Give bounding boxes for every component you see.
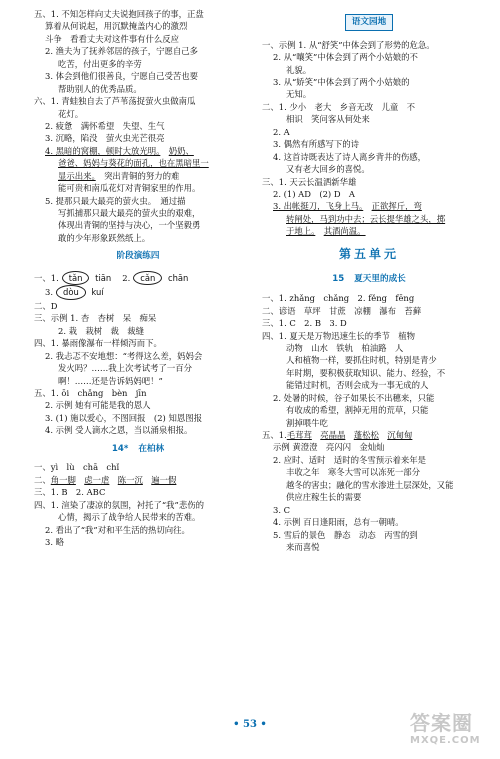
answer-line: 3. 体会到他们很善良，宁愿自己受苦也要 <box>45 71 199 82</box>
answer-line: 示例 黄澄澄 亮闪闪 金灿灿 <box>273 442 385 453</box>
answer-text: 五、1. <box>262 430 287 440</box>
answer-line: 年时期，要积极获取知识、能力、经验，不 <box>286 367 446 378</box>
answer-line: 五、1. 不知怎样向丈夫说抱回孩子的事，正盘 <box>34 9 204 19</box>
answer-line: 无知。 <box>286 89 312 100</box>
answer-line: 动物 山水 铁轨 柏油路 人 <box>286 342 404 353</box>
section-title <box>262 14 476 31</box>
answer-line: 一、示例 1. 从“舒笑”中体会到了形势的危急。 <box>262 39 435 50</box>
answer-line: 四、1. 暴雨像瀑布一样倾泻而下。 <box>34 338 162 349</box>
answer-line: 4. 这首诗既表达了诗人离乡背井的伤感， <box>273 151 427 162</box>
pinyin-circle: tǎn <box>62 271 90 285</box>
answer-line: 5. 雪后的景色 静态 动态 丙雪的到 <box>273 529 418 540</box>
answer-line: 3. C <box>273 504 291 515</box>
pinyin: tiān <box>95 273 112 284</box>
right-column <box>262 8 476 553</box>
lesson-title: 夏天里的成长 <box>354 274 406 285</box>
answer-line: 三、1. B 2. ABC <box>34 487 106 498</box>
underlined-text: 角一脚 <box>50 474 76 485</box>
answer-line: 割掉喂牛吃 <box>286 417 328 428</box>
answer-line: 2. (1) AD (2) D A <box>273 188 355 199</box>
answer-line: 又有老大回乡的喜悦。 <box>286 164 370 175</box>
answer-line: 3. (1) 施以爱心，不图回报 (2) 知恩图报 <box>45 412 202 423</box>
underlined-text: 于地上。 <box>286 226 316 237</box>
answer-line <box>34 285 242 299</box>
answer-line: 越冬的害虫；融化的雪水渗进土层深处，又能 <box>286 479 454 490</box>
answer-line: 能错过时机，否则会成为一事无成的人 <box>286 380 429 391</box>
answer-line: 能可贵和南瓜花灯对青铜家里的作用。 <box>58 183 201 194</box>
answer-line: 2. 我忐忑不安地想：“考得这么差，妈妈会 <box>45 350 203 361</box>
answer-text: 突出青铜的努力的难 <box>104 170 180 181</box>
watermark-logo <box>410 712 492 756</box>
answer-line: 5. 提那只最大最亮的萤火虫。 通过描 <box>45 195 186 206</box>
answer-line: 3. 偶然有所感写下的诗 <box>273 139 360 150</box>
lesson-title: 在柏林 <box>138 443 165 454</box>
underlined-text: 沉甸甸 <box>387 430 413 440</box>
answer-line <box>34 271 242 285</box>
answer-line: 3. 沉略，陷没 萤火虫光芒很亮 <box>45 133 165 144</box>
answer-line: 写抓捕那只最大最亮的萤火虫的艰难， <box>58 208 201 218</box>
section-title: 阶段演练四 <box>116 251 160 262</box>
answer-line: 花灯。 <box>58 108 84 119</box>
answer-line: 相识 笑问客从何处来 <box>286 114 370 125</box>
answer-line: 三、1. C 2. B 3. D <box>262 318 347 329</box>
answer-line: 有收成的希望，割掉无用的荒草，只能 <box>286 405 429 416</box>
answer-line: 2. 疲惫 满怀希望 失望、生气 <box>45 120 165 131</box>
answer-line: 心情，揭示了战争给人民带来的苦难。 <box>58 512 201 523</box>
answer-line: 转闸处，马到功中去；云长提华雄之头，掷 <box>286 213 446 224</box>
answer-line <box>34 170 242 182</box>
underlined-text: 奶奶、 <box>168 145 194 156</box>
underlined-text: 3. 出帐挺刀，飞身上马。 <box>273 201 364 212</box>
answer-line <box>34 474 242 486</box>
answer-line: 2. 从“嚷笑”中体会到了两个小姑娘的不 <box>273 52 418 63</box>
answer-line: 礼貌。 <box>286 64 312 75</box>
answer-line: 丰收之年 寒冬大雪可以冻死一部分 <box>286 467 420 478</box>
pinyin-circle: cǎn <box>133 271 162 285</box>
lesson-heading <box>34 443 242 456</box>
answer-line: 3. 从“娇笑”中体会到了两个小姑娘的 <box>273 77 410 88</box>
answer-line: 帮助别人的优秀品质。 <box>58 83 142 94</box>
answer-line: 五、1. ōi chǎng bèn jīn <box>34 387 147 398</box>
answer-line: 4. 示例 受人滴水之恩，当以涌泉相报。 <box>45 425 193 436</box>
pinyin-circle: dòu <box>56 285 86 299</box>
answer-line: 六、1. 青蛙独自去了芦苇荡捉萤火虫做南瓜 <box>34 96 196 107</box>
answer-line: 斗争 看看丈夫对这件事有什么反应 <box>45 33 179 44</box>
page-number: • 53 • <box>233 719 267 730</box>
answer-line: 二、谚语 草坪 甘蔗 凉棚 瀑布 苔藓 <box>262 305 422 316</box>
lesson-heading <box>262 273 476 286</box>
underlined-text: 陈一沉 <box>117 474 143 485</box>
answer-line: 2. A <box>273 126 290 137</box>
answer-line: 体现出青铜的坚持与决心，一个坚毅勇 <box>58 220 201 231</box>
answer-line: 四、1. 夏天是万物迅速生长的季节 植物 <box>262 330 416 341</box>
underlined-text: 毛茸茸 <box>286 430 312 440</box>
answer-line: 四、1. 渲染了凄凉的氛围，衬托了“我”悲伤的 <box>34 499 204 510</box>
pinyin: kuí <box>91 287 104 298</box>
answer-line: 2. 示例 她有可能是我的恩人 <box>45 400 151 411</box>
answer-line: 4. 示例 百日逢阳雨，总有一朝晴。 <box>273 517 404 528</box>
underlined-text: 4. 黑暗的窝棚，顿时大放光明。 <box>45 145 161 156</box>
answer-line: 2. 处暑的时候，谷子如果长不出穗来，只能 <box>273 392 435 403</box>
answer-line: 一、1. zhǎng chǎng 2. fěng fēng <box>262 293 415 304</box>
answer-line: 2. 栽 栽树 裁 裁缝 <box>58 325 145 336</box>
answer-line: 来而喜悦 <box>286 541 320 552</box>
answer-line: 3. 略 <box>45 537 65 548</box>
answer-line: 一、yì lù chā chǐ <box>34 462 120 473</box>
answer-text: 3. <box>45 287 53 298</box>
answer-line: 2. 渔夫为了抚养邻居的孩子，宁愿自己多 <box>45 46 199 57</box>
answer-line: 三、1. 天云长温洒新华雄 <box>262 176 357 187</box>
answer-line: 2. 看出了“我”对和平生活的热切向往。 <box>45 524 190 535</box>
answer-line: 二、1. 少小 老大 乡音无改 儿童 不 <box>262 101 416 112</box>
underlined-text: 遍一假 <box>151 474 177 485</box>
answer-line: 算着从何说起，用沉默掩盖内心的激烈 <box>45 21 188 32</box>
answer-text: 2. <box>122 273 131 284</box>
pinyin: chān <box>167 273 189 284</box>
unit-title: 第五单元 <box>338 246 399 261</box>
left-column <box>34 8 242 549</box>
section-title-box: 语文园地 <box>345 14 393 31</box>
underlined-text: 正欲挥斤，弯 <box>371 201 422 212</box>
answer-line: 啊！……还是告诉妈妈吧！” <box>58 375 163 386</box>
underlined-text: 显示出来。 <box>58 170 96 181</box>
answer-line: 二、D <box>34 300 58 311</box>
answer-text: 一、1. <box>34 273 59 284</box>
answer-line <box>262 225 476 237</box>
underlined-text: 亮晶晶 <box>320 430 346 440</box>
answer-line: 三、示例 1. 杏 杏树 呆 痴呆 <box>34 313 157 324</box>
underlined-text: 蓬松松 <box>353 430 379 440</box>
answer-line <box>34 145 242 157</box>
answer-line: 爸爸、妈妈与葵花的面孔，也在黑暗里一 <box>58 158 209 169</box>
underlined-text: 虑一虐 <box>84 474 110 485</box>
answer-line <box>262 429 476 441</box>
answer-line: 2. 应时、适时 适时的冬雪预示着来年是 <box>273 454 427 465</box>
watermark-text: 答案圈 <box>410 711 473 735</box>
answer-line: 供应庄稼生长的需要 <box>286 492 362 503</box>
watermark-url: MXQE.COM <box>410 735 481 746</box>
page-number-value: 53 <box>243 719 257 730</box>
answer-text: 二、 <box>34 474 51 485</box>
lesson-number: 14* <box>111 443 129 454</box>
answer-line: 发火吗？……我上次考试考了一百分 <box>58 363 192 374</box>
underlined-text: 其酒尚温。 <box>323 226 366 237</box>
answer-line <box>262 200 476 212</box>
answer-line: 敢的少年形象跃然纸上。 <box>58 232 151 243</box>
answer-line: 人和植物一样，要抓住时机，特别是青少 <box>286 355 437 366</box>
answer-line: 吃苦，付出更多的辛劳 <box>58 58 142 69</box>
lesson-number: 15 <box>332 274 345 285</box>
